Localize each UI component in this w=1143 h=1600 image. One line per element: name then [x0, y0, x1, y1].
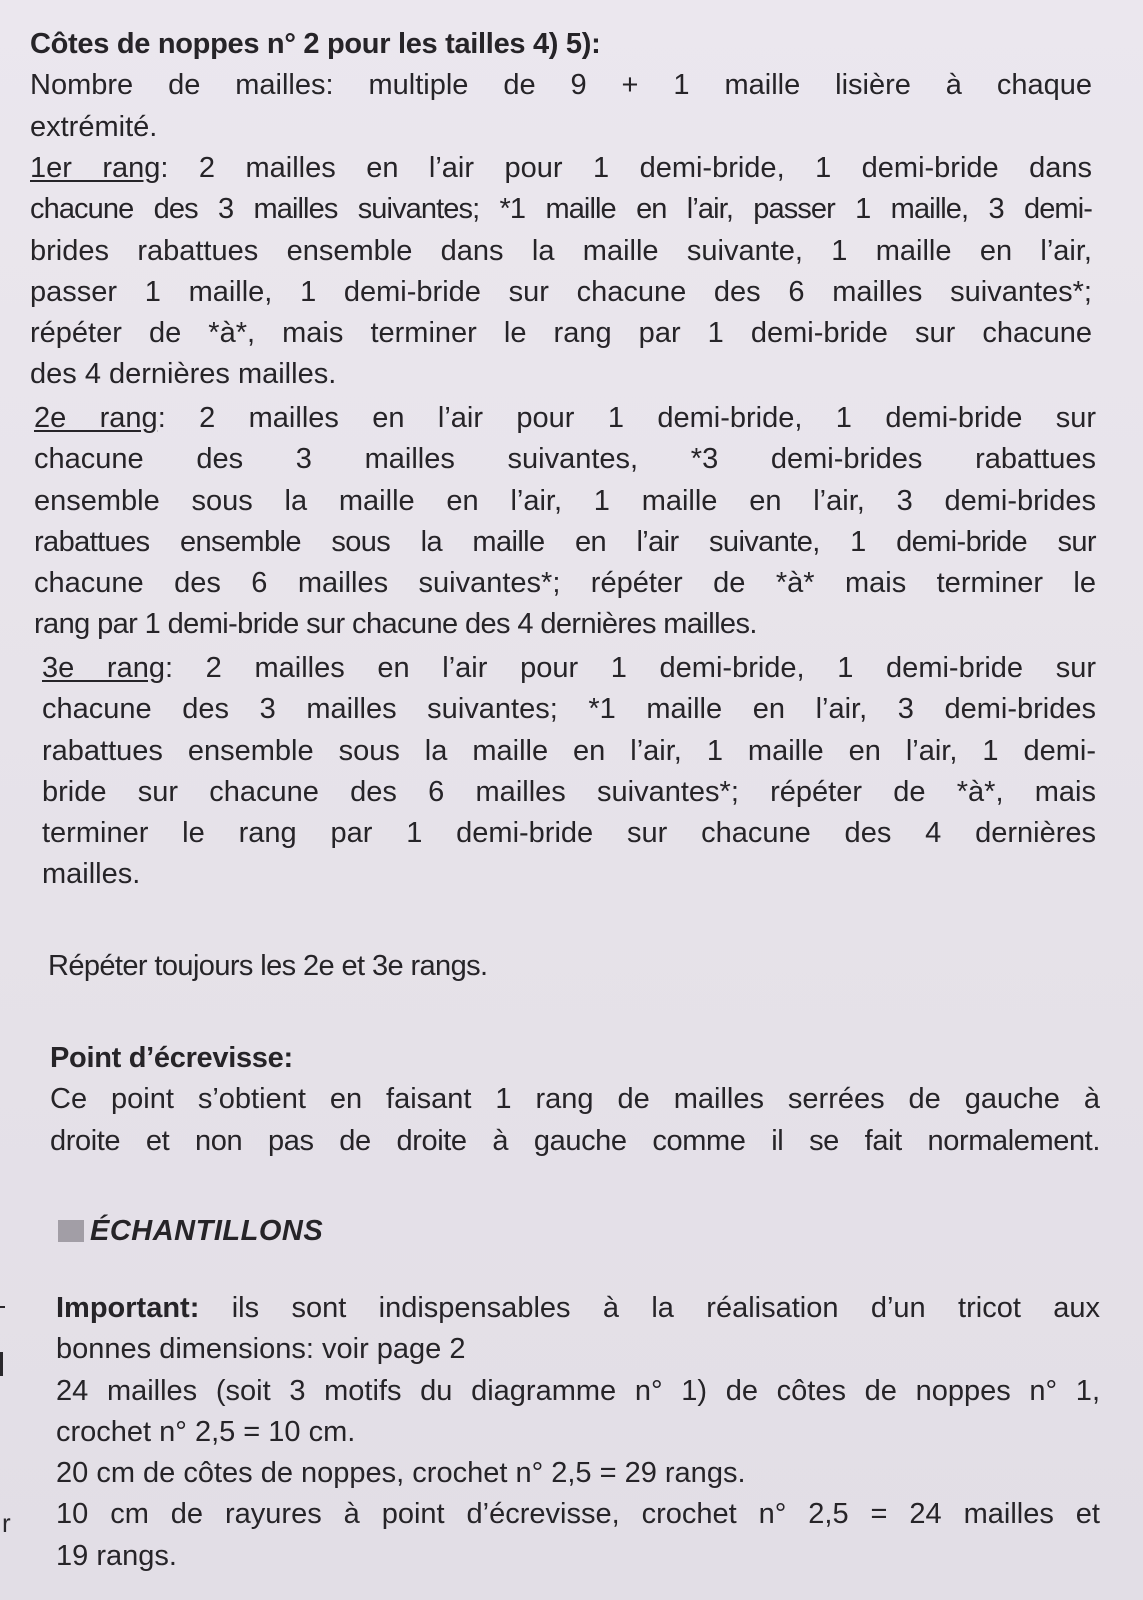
paragraph-line: rabattues ensemble sous la maille en l’air suivante, 1 demi-bride sur	[34, 525, 1096, 558]
echantillons-heading	[58, 1212, 323, 1250]
paragraph-first-line	[42, 648, 1096, 689]
rang-label: 1er rang	[30, 152, 161, 184]
paragraph-line: des 4 dernières mailles.	[30, 358, 337, 391]
paragraph-line: passer 1 maille, 1 demi-bride sur chacune des 6 mailles suivantes*;	[30, 275, 1092, 308]
paragraph-first-line	[56, 1288, 1100, 1329]
rang-3-paragraph	[42, 648, 1096, 896]
paragraph-line: 24 mailles (soit 3 motifs du diagramme n° 1) de côtes de noppes n° 1,	[56, 1374, 1100, 1407]
paragraph-line: terminer le rang par 1 demi-bride sur chacune des 4 dernières	[42, 817, 1096, 850]
rang-text: : 2 mailles en l’air pour 1 demi-bride, 1 demi-bride sur	[157, 402, 1096, 434]
square-bullet-icon	[58, 1220, 84, 1242]
important-label: Important:	[56, 1292, 200, 1324]
rang-text: : 2 mailles en l’air pour 1 demi-bride, 1 demi-bride sur	[164, 652, 1097, 684]
margin-dash	[0, 1306, 5, 1308]
paragraph-line: chacune des 6 mailles suivantes*; répéter de *à* mais terminer le	[34, 567, 1096, 600]
rang-1-paragraph	[30, 148, 1092, 396]
paragraph-line: brides rabattues ensemble dans la maille suivante, 1 maille en l’air,	[30, 234, 1092, 267]
paragraph-line: extrémité.	[30, 110, 158, 143]
rang-text: : 2 mailles en l’air pour 1 demi-bride, 1 demi-bride dans	[160, 152, 1092, 184]
point-ecrevisse-section	[50, 1038, 1100, 1162]
paragraph-line: Ce point s’obtient en faisant 1 rang de mailles serrées de gauche à	[50, 1083, 1100, 1116]
paragraph-line: rabattues ensemble sous la maille en l’air, 1 maille en l’air, 1 demi-	[42, 734, 1096, 767]
paragraph-line: bonnes dimensions: voir page 2	[56, 1333, 466, 1366]
paragraph-line: chacune des 3 mailles suivantes; *1 maille en l’air, 3 demi-brides	[42, 693, 1096, 726]
paragraph-first-line	[30, 148, 1092, 189]
paragraph-line: droite et non pas de droite à gauche comme il se fait normalement.	[50, 1124, 1100, 1157]
paragraph-first-line	[34, 398, 1096, 439]
paragraph-line: bride sur chacune des 6 mailles suivantes*; répéter de *à*, mais	[42, 775, 1096, 808]
section-title: ÉCHANTILLONS	[90, 1214, 324, 1247]
rang-2-paragraph	[34, 398, 1096, 646]
section-heading: Côtes de noppes n° 2 pour les tailles 4) 5):	[30, 28, 601, 60]
important-text: ils sont indispensables à la réalisation d’un tricot aux	[199, 1292, 1100, 1324]
rang-label: 2e rang	[34, 402, 158, 434]
paragraph-line: Répéter toujours les 2e et 3e rangs.	[48, 950, 488, 982]
margin-letter: r	[2, 1508, 11, 1538]
paragraph-line: chacune des 3 mailles suivantes, *3 demi-brides rabattues	[34, 443, 1096, 476]
paragraph-line: crochet n° 2,5 = 10 cm.	[56, 1415, 356, 1448]
paragraph-line: répéter de *à*, mais terminer le rang par 1 demi-bride sur chacune	[30, 317, 1092, 350]
cotes-de-noppes-section	[30, 24, 1092, 148]
margin-bar	[0, 1352, 3, 1376]
paragraph-line: chacune des 3 mailles suivantes; *1 maille en l’air, passer 1 maille, 3 demi-	[30, 193, 1092, 226]
paragraph-line: 20 cm de côtes de noppes, crochet n° 2,5 = 29 rangs.	[56, 1457, 746, 1490]
paragraph-line: ensemble sous la maille en l’air, 1 maille en l’air, 3 demi-brides	[34, 484, 1096, 517]
paragraph-line: 19 rangs.	[56, 1539, 177, 1572]
echantillons-paragraph	[56, 1288, 1100, 1577]
section-heading: Point d’écrevisse:	[50, 1042, 293, 1074]
paragraph-line: rang par 1 demi-bride sur chacune des 4 dernières mailles.	[34, 608, 757, 641]
rang-label: 3e rang	[42, 652, 165, 684]
repeat-note	[48, 946, 1110, 987]
paragraph-line: mailles.	[42, 858, 141, 891]
paragraph-line: 10 cm de rayures à point d’écrevisse, crochet n° 2,5 = 24 mailles et	[56, 1498, 1100, 1531]
paragraph-line: Nombre de mailles: multiple de 9 + 1 maille lisière à chaque	[30, 69, 1092, 102]
